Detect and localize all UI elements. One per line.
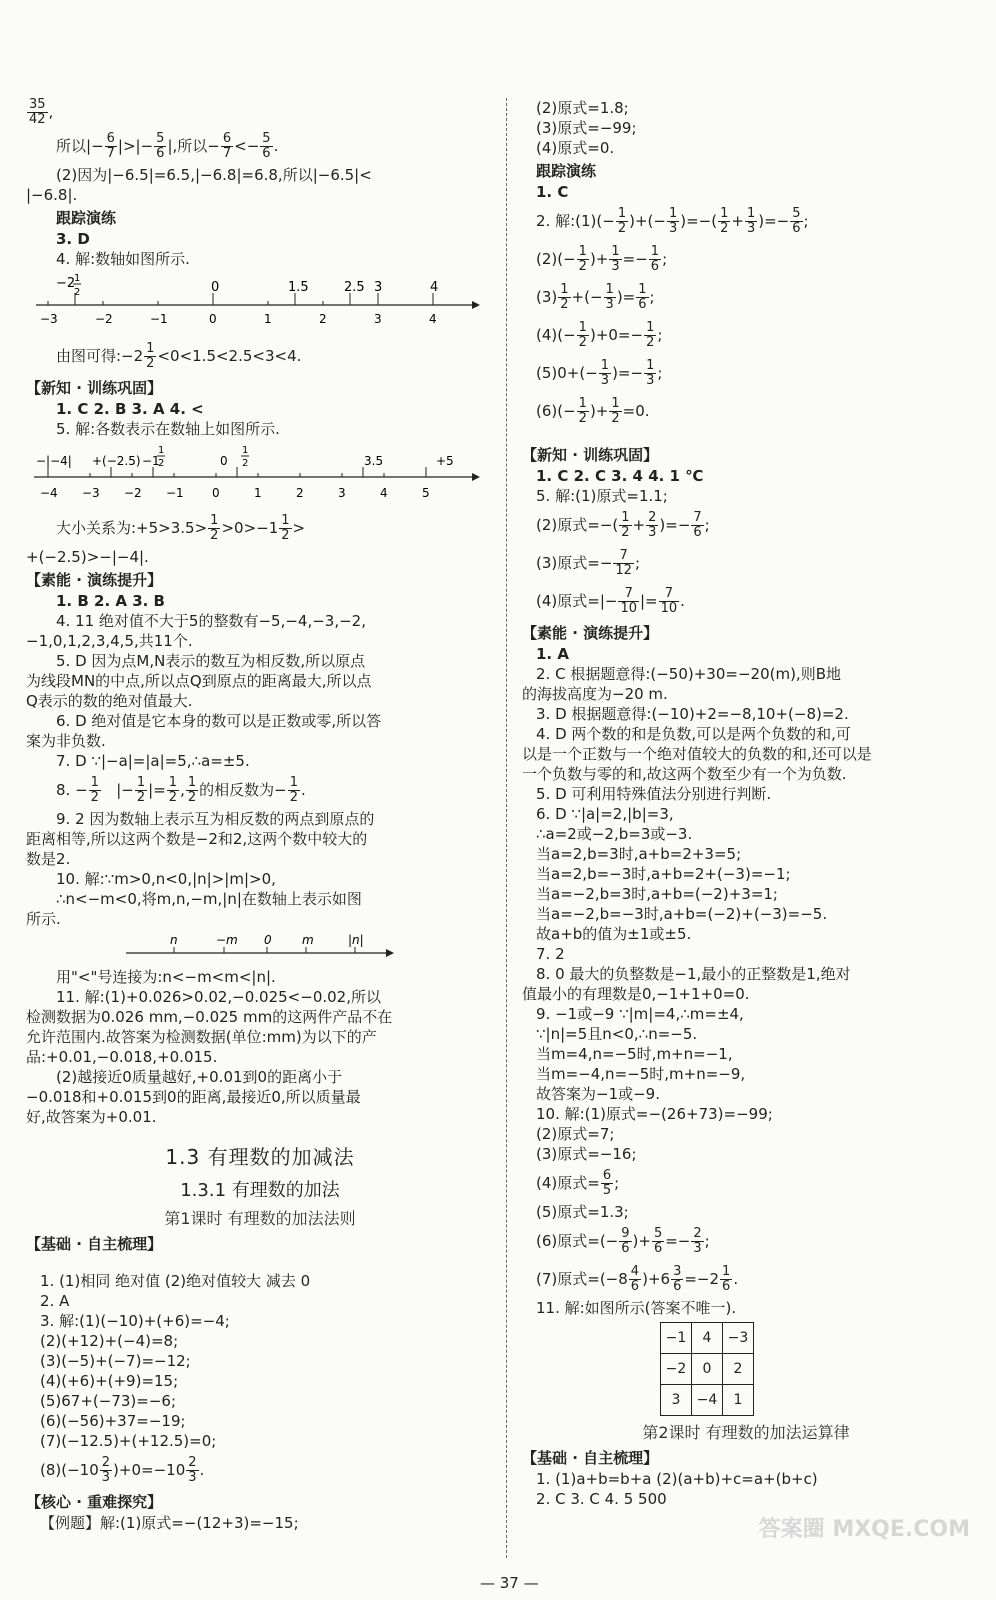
text-line: (2)原式=1.8; bbox=[536, 99, 629, 117]
text-line: 7. D ∵|−a|=|a|=5,∴a=±5. bbox=[56, 752, 250, 770]
text-line: 检测数据为0.026 mm,−0.025 mm的这两件产品不在 bbox=[26, 1008, 393, 1026]
text-line: 1. C 2. C 3. 4 4. 1 ℃ bbox=[536, 467, 704, 485]
nl1-tick: 1 bbox=[264, 312, 272, 326]
text-line: 11. 解:(1)+0.026>0.02,−0.025<−0.02,所以 bbox=[56, 988, 381, 1006]
magic-square-table bbox=[660, 1322, 754, 1416]
text-line: (4)原式= $\frac{6}{5}$ ; bbox=[536, 1168, 620, 1198]
text-line: 故答案为−1或−9. bbox=[536, 1085, 660, 1103]
left-column bbox=[26, 98, 494, 1533]
text-line: 5. D 因为点M,N表示的数互为相反数,所以原点 bbox=[56, 652, 366, 670]
text-line: 所示. bbox=[26, 910, 61, 928]
text-line: 当m=4,n=−5时,m+n=−1, bbox=[536, 1045, 733, 1063]
nl1-label: 3 bbox=[374, 280, 383, 295]
text-line: (3) $\frac{1}{2}$ +(− $\frac{1}{3}$ )= $\frac{1}{6}$ ; bbox=[536, 282, 655, 312]
table-cell: −2 bbox=[661, 1354, 692, 1385]
text-line: (4)原式=0. bbox=[536, 139, 615, 157]
text-line: 8. − $\frac{1}{2}$ |− $\frac{1}{2}$ |= $\frac{1}{2}$ , $\frac{1}{2}$ 的相反数为− $\frac{1}{2}$ . bbox=[56, 775, 306, 805]
nl3-label: |n| bbox=[348, 933, 364, 947]
column-divider bbox=[506, 98, 507, 1558]
text-line: (2)越接近0质量越好,+0.01到0的距离小于 bbox=[56, 1068, 343, 1086]
section-header: 【基础 · 自主梳理】 bbox=[522, 1449, 659, 1467]
nl1-tick: −3 bbox=[40, 312, 58, 326]
text-line: (2)(− $\frac{1}{2}$ )+ $\frac{1}{3}$ =− $\frac{1}{6}$ ; bbox=[536, 244, 668, 274]
nl1-label: 1.5 bbox=[288, 280, 309, 295]
text-line: −0.018和+0.015到0的距离,最接近0,所以质量最 bbox=[26, 1088, 361, 1106]
table-cell: −1 bbox=[661, 1323, 692, 1354]
text-line: 所以|− $\frac{6}{7}$ |>|− $\frac{5}{6}$ |,所以− $\frac{6}{7}$ <− $\frac{5}{6}$ . bbox=[56, 131, 279, 161]
text-line: (4)(+6)+(+9)=15; bbox=[40, 1372, 179, 1390]
section-header: 【素能 · 演练提升】 bbox=[26, 571, 163, 589]
text-line: (6)(− $\frac{1}{2}$ )+ $\frac{1}{2}$ =0. bbox=[536, 396, 650, 426]
text-line: 当a=2,b=−3时,a+b=2+(−3)=−1; bbox=[536, 865, 791, 883]
nl2-tick: −1 bbox=[166, 486, 184, 500]
nl2-tick: 2 bbox=[296, 486, 304, 500]
page-number: — 37 — bbox=[480, 1574, 539, 1592]
svg-text:2: 2 bbox=[242, 458, 249, 469]
table-cell: 2 bbox=[723, 1354, 754, 1385]
number-line-3 bbox=[26, 933, 486, 963]
number-line-2 bbox=[26, 443, 486, 505]
text-line: 1. C bbox=[536, 183, 569, 201]
text-line: (3)原式=−99; bbox=[536, 119, 637, 137]
nl1-tick: −1 bbox=[150, 312, 168, 326]
text-line: 1. B 2. A 3. B bbox=[56, 592, 165, 610]
nl1-label: 2.5 bbox=[344, 280, 365, 295]
text-line: 距离相等,所以这两个数是−2和2,这两个数中较大的 bbox=[26, 830, 368, 848]
text-line: 2. A bbox=[40, 1292, 70, 1310]
text-line: 数是2. bbox=[26, 850, 71, 868]
text-line: |−6.8|. bbox=[26, 186, 78, 204]
nl1-tick: 4 bbox=[429, 312, 437, 326]
nl3-label: 0 bbox=[264, 933, 272, 947]
text-line: 2. 解:(1)(− $\frac{1}{2}$ )+(− $\frac{1}{3}$ )=−( $\frac{1}{2}$ + $\frac{1}{3}$ )=− $\frac{5}{6}$ ; bbox=[536, 206, 809, 236]
text-line: (4)(− $\frac{1}{2}$ )+0=− $\frac{1}{2}$ ; bbox=[536, 320, 663, 350]
text-line: 案为非负数. bbox=[26, 732, 106, 750]
text-line: 3. 解:(1)(−10)+(+6)=−4; bbox=[40, 1312, 230, 1330]
table-cell: −3 bbox=[723, 1323, 754, 1354]
text-line: (2)因为|−6.5|=6.5,|−6.8|=6.8,所以|−6.5|< bbox=[56, 166, 372, 184]
section-header: 【核心 · 重难探究】 bbox=[26, 1493, 163, 1511]
text-line: 7. 2 bbox=[536, 945, 565, 963]
nl2-tick: 0 bbox=[212, 486, 220, 500]
text-line: (2)原式=−( $\frac{1}{2}$ + $\frac{2}{3}$ )=− $\frac{7}{6}$ ; bbox=[536, 510, 710, 540]
table-row bbox=[661, 1385, 754, 1416]
nl2-tick: 4 bbox=[380, 486, 388, 500]
text-line: 值最小的有理数是0,−1+1+0=0. bbox=[522, 985, 750, 1003]
text-line: 2. C 3. C 4. 5 500 bbox=[536, 1490, 667, 1508]
text-line: (5)原式=1.3; bbox=[536, 1203, 629, 1221]
text-line: (5)0+(− $\frac{1}{3}$ )=− $\frac{1}{3}$ ; bbox=[536, 358, 663, 388]
table-cell: 0 bbox=[692, 1354, 723, 1385]
nl2-label: 3.5 bbox=[364, 454, 384, 468]
text-line: 10. 解:∵m>0,n<0,|n|>|m|>0, bbox=[56, 870, 276, 888]
text-line: 5. 解:各数表示在数轴上如图所示. bbox=[56, 420, 280, 438]
svg-text:1: 1 bbox=[158, 445, 165, 456]
section-header: 跟踪演练 bbox=[56, 209, 117, 227]
text-line: (3)(−5)+(−7)=−12; bbox=[40, 1352, 191, 1370]
text-line: 一个负数与零的和,故这两个数至少有一个为负数. bbox=[522, 765, 847, 783]
text-line: 4. 11 绝对值不大于5的整数有−5,−4,−3,−2, bbox=[56, 612, 366, 630]
table-cell: 4 bbox=[692, 1323, 723, 1354]
nl1-tick: 0 bbox=[209, 312, 217, 326]
subsection-title: 1.3.1 有理数的加法 bbox=[180, 1180, 340, 1201]
nl1-label: 4 bbox=[430, 280, 439, 295]
right-column bbox=[522, 98, 970, 1509]
text-line: 3. D bbox=[56, 230, 90, 248]
text-line: 【例题】解:(1)原式=−(12+3)=−15; bbox=[40, 1514, 299, 1532]
nl2-tick: −3 bbox=[82, 486, 100, 500]
text-line: 品:+0.01,−0.018,+0.015. bbox=[26, 1048, 218, 1066]
nl1-label: −2 bbox=[56, 276, 76, 291]
section-header: 【新知 · 训练巩固】 bbox=[26, 379, 163, 397]
number-line-1 bbox=[26, 273, 486, 333]
text-line: 8. 0 最大的负整数是−1,最小的正整数是1,绝对 bbox=[536, 965, 851, 983]
text-line: (3)原式=− $\frac{7}{12}$ ; bbox=[536, 548, 640, 578]
text-line: ∴a=2或−2,b=3或−3. bbox=[536, 825, 693, 843]
nl2-tick: 1 bbox=[254, 486, 262, 500]
text-line: 2. C 根据题意得:(−50)+30=−20(m),则B地 bbox=[536, 665, 841, 683]
text-line: (4)原式=|− $\frac{7}{10}$ |= $\frac{7}{10}$ . bbox=[536, 586, 685, 616]
text-line: 以是一个正数与一个绝对值较大的负数的和,还可以是 bbox=[522, 745, 872, 763]
table-cell: 3 bbox=[661, 1385, 692, 1416]
svg-text:1: 1 bbox=[74, 273, 81, 284]
nl2-label: +(−2.5) bbox=[92, 454, 141, 468]
section-header: 【素能 · 演练提升】 bbox=[522, 624, 659, 642]
text-line: 1. (1)a+b=b+a (2)(a+b)+c=a+(b+c) bbox=[536, 1470, 818, 1488]
text-line: 5. D 可利用特殊值法分别进行判断. bbox=[536, 785, 772, 803]
section-header: 跟踪演练 bbox=[536, 162, 597, 180]
text-line: 11. 解:如图所示(答案不唯一). bbox=[536, 1299, 737, 1317]
text-line: (8)(−10 $\frac{2}{3}$ )+0=−10 $\frac{2}{3}$ . bbox=[40, 1455, 205, 1485]
svg-text:2: 2 bbox=[158, 458, 165, 469]
nl1-label: 0 bbox=[211, 280, 220, 295]
text-line: (3)原式=−16; bbox=[536, 1145, 637, 1163]
text-line: 9. 2 因为数轴上表示互为相反数的两点到原点的 bbox=[56, 810, 375, 828]
text-line: 好,故答案为+0.01. bbox=[26, 1108, 157, 1126]
nl1-tick: 2 bbox=[319, 312, 327, 326]
text-line: −1,0,1,2,3,4,5,共11个. bbox=[26, 632, 193, 650]
section-header: 【新知 · 训练巩固】 bbox=[522, 446, 659, 464]
text-line: +(−2.5)>−|−4|. bbox=[26, 548, 149, 566]
text-line: 由图可得:−2 $\frac{1}{2}$ <0<1.5<2.5<3<4. bbox=[56, 341, 302, 371]
table-cell: −4 bbox=[692, 1385, 723, 1416]
text-line: (7)(−12.5)+(+12.5)=0; bbox=[40, 1432, 217, 1450]
nl2-label: 0 bbox=[220, 454, 228, 468]
text-line: 1. C 2. B 3. A 4. < bbox=[56, 400, 204, 418]
text-line: (7)原式=(−8 $\frac{4}{6}$ )+6 $\frac{3}{6}$ =−2 $\frac{1}{6}$ . bbox=[536, 1264, 739, 1294]
text-line: ∴n<−m<0,将m,n,−m,|n|在数轴上表示如图 bbox=[56, 890, 362, 908]
text-line: 为线段MN的中点,所以点Q到原点的距离最大,所以点 bbox=[26, 672, 372, 690]
text-line: 6. D 绝对值是它本身的数可以是正数或零,所以答 bbox=[56, 712, 382, 730]
svg-text:2: 2 bbox=[74, 287, 81, 298]
text-line: 1. A bbox=[536, 645, 569, 663]
table-cell: 1 bbox=[723, 1385, 754, 1416]
text-line: 当a=−2,b=3时,a+b=(−2)+3=1; bbox=[536, 885, 778, 903]
section-title: 1.3 有理数的加减法 bbox=[165, 1145, 355, 1169]
text-line: 故a+b的值为±1或±5. bbox=[536, 925, 692, 943]
nl3-label: −m bbox=[216, 933, 238, 947]
nl2-tick: 3 bbox=[338, 486, 346, 500]
nl2-tick: −2 bbox=[124, 486, 142, 500]
text-line: 允许范围内.故答案为检测数据(单位:mm)为以下的产 bbox=[26, 1028, 377, 1046]
text-line: 3. D 根据题意得:(−10)+2=−8,10+(−8)=2. bbox=[536, 705, 849, 723]
text-line: 当a=−2,b=−3时,a+b=(−2)+(−3)=−5. bbox=[536, 905, 828, 923]
text-line: 大小关系为:+5>3.5> $\frac{1}{2}$ >0>−1 $\frac{1}{2}$ > bbox=[56, 513, 306, 543]
nl3-label: n bbox=[170, 933, 178, 947]
nl2-label: +5 bbox=[436, 454, 454, 468]
text-line: 的海拔高度为−20 m. bbox=[522, 685, 668, 703]
text-line: 5. 解:(1)原式=1.1; bbox=[536, 487, 668, 505]
text-line: 4. D 两个数的和是负数,可以是两个负数的和,可 bbox=[536, 725, 851, 743]
text-line: 当a=2,b=3时,a+b=2+3=5; bbox=[536, 845, 742, 863]
text-line: (5)67+(−73)=−6; bbox=[40, 1392, 176, 1410]
text-line: (6)(−56)+37=−19; bbox=[40, 1412, 186, 1430]
text-line: (2)(+12)+(−4)=8; bbox=[40, 1332, 179, 1350]
nl3-label: m bbox=[302, 933, 314, 947]
watermark: 答案圈 MXQE.COM bbox=[758, 1517, 970, 1542]
text-line: (6)原式=(− $\frac{9}{6}$ )+ $\frac{5}{6}$ =− $\frac{2}{3}$ ; bbox=[536, 1226, 710, 1256]
text-line: 当m=−4,n=−5时,m+n=−9, bbox=[536, 1065, 746, 1083]
text-line: 6. D ∵|a|=2,|b|=3, bbox=[536, 805, 674, 823]
nl1-tick: −2 bbox=[95, 312, 113, 326]
nl2-tick: 5 bbox=[422, 486, 430, 500]
nl2-tick: −4 bbox=[40, 486, 58, 500]
text-line: (2)原式=7; bbox=[536, 1125, 615, 1143]
text-line: 4. 解:数轴如图所示. bbox=[56, 250, 190, 268]
text-line: 1. (1)相同 绝对值 (2)绝对值较大 减去 0 bbox=[40, 1272, 311, 1290]
text-line: 用"<"号连接为:n<−m<m<|n|. bbox=[56, 968, 276, 986]
text-line: 9. −1或−9 ∵|m|=4,∴m=±4, bbox=[536, 1005, 744, 1023]
text-line: $\frac{35}{42}$ , bbox=[29, 97, 54, 127]
text-line: Q表示的数的绝对值最大. bbox=[26, 692, 193, 710]
table-row bbox=[661, 1354, 754, 1385]
lesson-title: 第2课时 有理数的加法运算律 bbox=[642, 1423, 850, 1442]
lesson-title: 第1课时 有理数的加法法则 bbox=[164, 1209, 356, 1228]
nl2-label: −|−4| bbox=[36, 454, 72, 468]
table-row bbox=[661, 1323, 754, 1354]
nl2-label: −1 bbox=[142, 454, 160, 468]
text-line: 10. 解:(1)原式=−(26+73)=−99; bbox=[536, 1105, 773, 1123]
section-header: 【基础 · 自主梳理】 bbox=[26, 1235, 163, 1253]
svg-text:1: 1 bbox=[242, 445, 249, 456]
text-line: ∵|n|=5且n<0,∴n=−5. bbox=[536, 1025, 698, 1043]
nl1-tick: 3 bbox=[374, 312, 382, 326]
